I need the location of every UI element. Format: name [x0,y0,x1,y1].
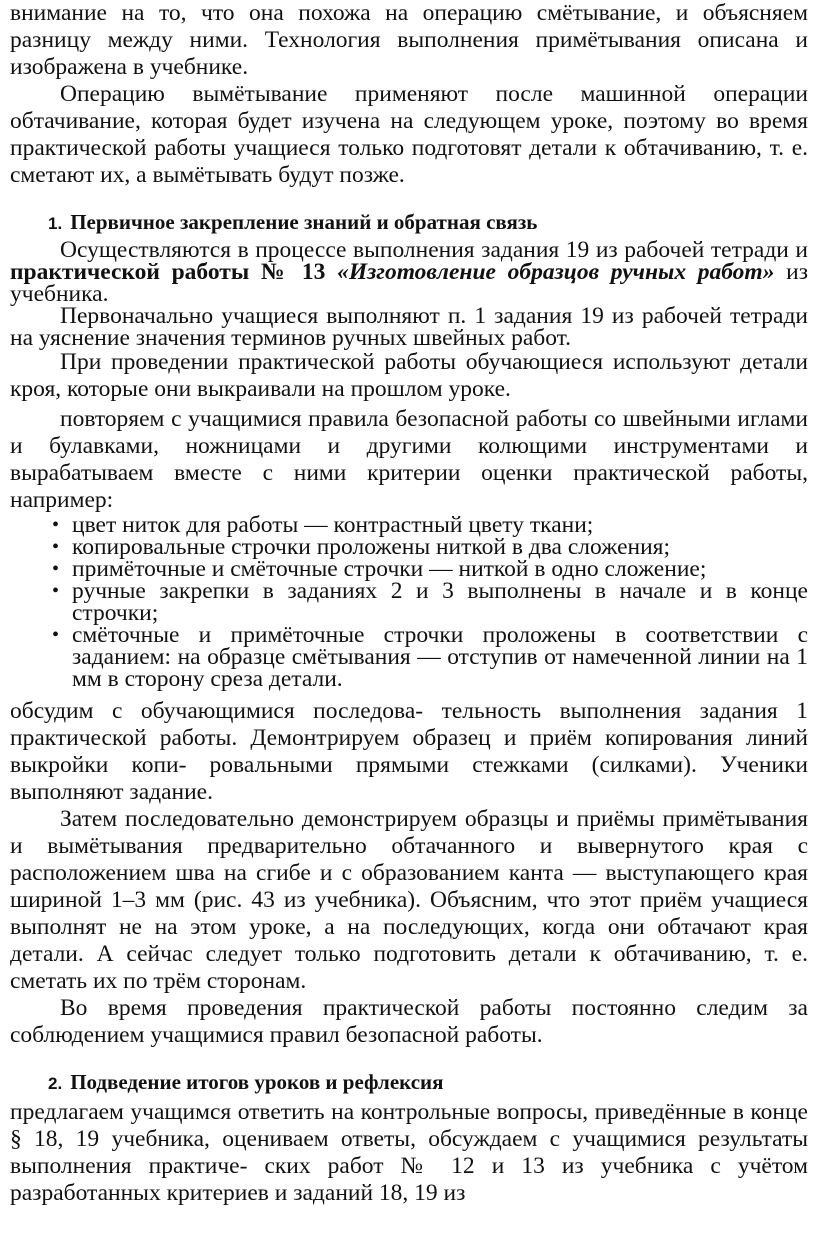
paragraph-4: Первоначально учащиеся выполняют п. 1 задания 19 из рабочей тетради на уяснение значения терминов ручных швейных работ. [10,303,808,351]
paragraph-8: Затем последовательно демонстрируем образцы и приёмы примётывания и вымётывания предварительно обтачанного и вывернутого края с расположением шва на сгибе и с образованием канта — выступающего края шириной 1–3 мм (рис. 43 из учебника). Объясним, что этот приём учащиеся выполнят не на этом уроке, а на последующих, когда они обтачают края детали. А сейчас следует только подготовить детали к обтачиванию, т. е. сметать их по трём сторонам. [10,806,808,994]
list-item: • копировальные строчки проложены ниткой в два сложения; [72,536,808,558]
paragraph-3: Осуществляются в процессе выполнения задания 19 из рабочей тетради и практической работы № 13 «Изготовление образцов ручных работ» из учебника. [10,237,808,307]
italic-title: «Изготовление образцов ручных работ» [337,259,775,285]
paragraph-1: внимание на то, что она похожа на операцию смётывание, и объясняем разницу между ними. Технология выполнения примётывания описана и изображена в учебнике. [10,0,808,80]
section-heading-2 [48,1069,808,1097]
list-item: • цвет ниток для работы — контрастный цвету ткани; [72,514,808,536]
section-number: 1. [48,214,63,233]
section-number: 2. [48,1074,63,1093]
paragraph-10: предлагаем учащимся ответить на контрольные вопросы, приведённые в конце § 18, 19 учебника, оцениваем ответы, обсуждаем с учащимися результаты выполнения практиче- ских работ № 12 и 13 из учебника с учётом разработанных критериев и заданий 18, 19 из [10,1099,808,1206]
list-item: • смёточные и примёточные строчки проложены в соответствии с заданием: на образце смётывания — отступив от намеченной линии на 1 мм в сторону среза детали. [72,624,808,690]
criteria-list [10,514,808,690]
list-item: • примёточные и смёточные строчки — ниткой в одно сложение; [72,558,808,580]
paragraph-9: Во время проведения практической работы постоянно следим за соблюдением учащимися правил безопасной работы. [10,995,808,1048]
section-title: Первичное закрепление знаний и обратная связь [70,210,538,234]
list-item: • ручные закрепки в заданиях 2 и 3 выполнены в начале и в конце строчки; [72,580,808,624]
paragraph-6: повторяем с учащимися правила безопасной работы со швейными иглами и булавками, ножницами и другими колющими инструментами и вырабатываем вместе с ними критерии оценки практической работы, например: [10,406,808,513]
paragraph-7: обсудим с обучающимися последова- тельность выполнения задания 1 практической работы. Демонтрируем образец и приём копирования линий выкройки копи- ровальными прямыми стежками (силками). Ученики выполняют задание. [10,698,808,805]
paragraph-2: Операцию вымётывание применяют после машинной операции обтачивание, которая будет изучена на следующем уроке, поэтому во время практической работы учащиеся только подготовят детали к обтачиванию, т. е. сметают их, а вымётывать будут позже. [10,81,808,188]
section-heading-1 [48,209,808,237]
paragraph-5: При проведении практической работы обучающиеся используют детали кроя, которые они выкраивали на прошлом уроке. [10,349,808,402]
section-title: Подведение итогов уроков и рефлексия [70,1070,444,1094]
bold-text: практической работы № 13 [10,259,338,285]
